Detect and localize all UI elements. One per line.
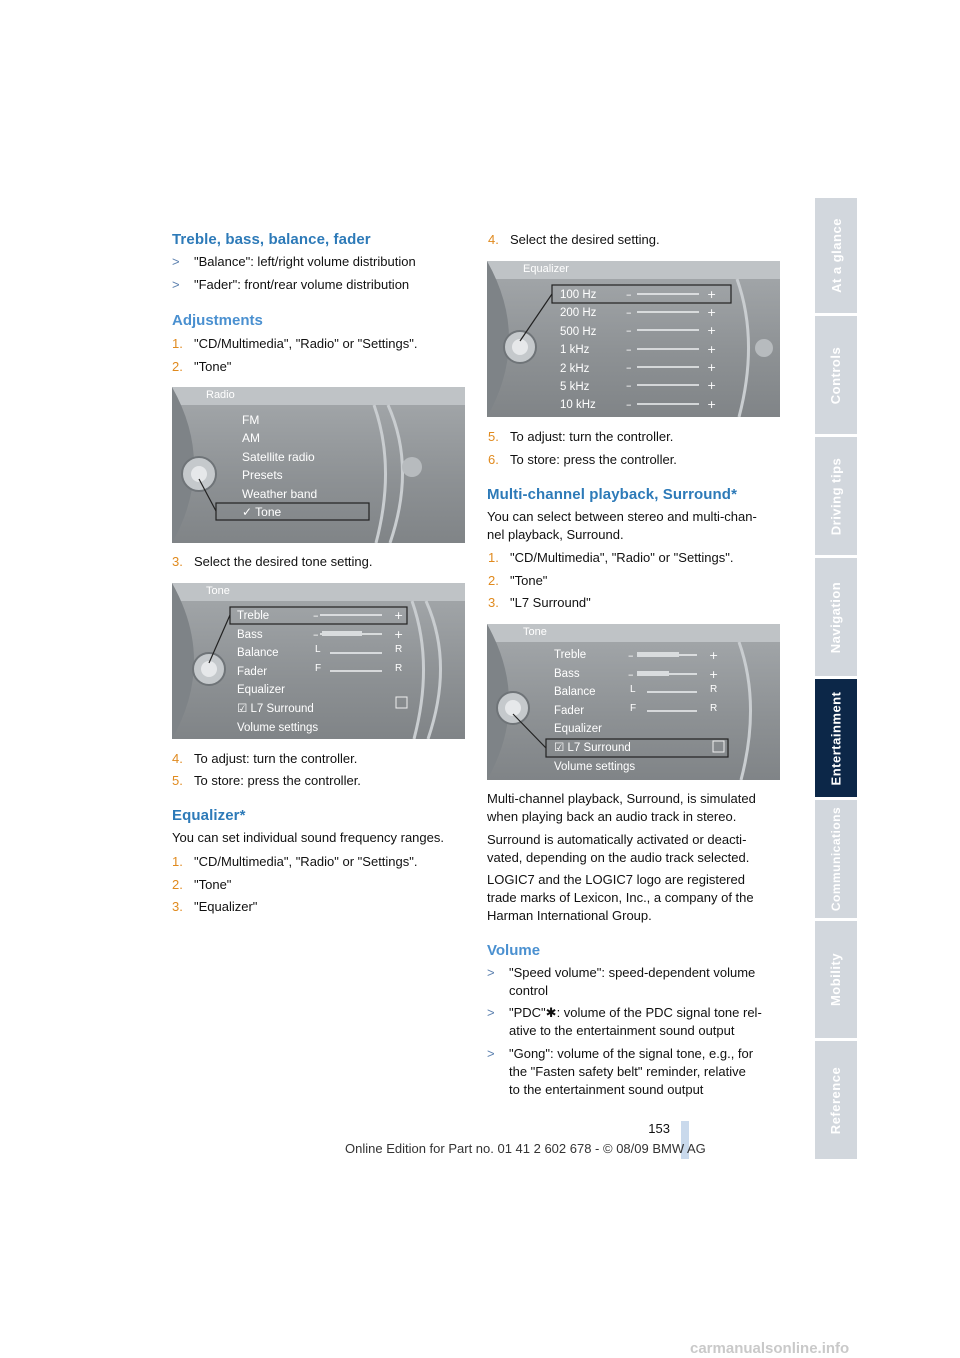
menu-item: ✓ Tone (242, 505, 282, 520)
menu-item: Bass (237, 628, 263, 641)
band-item: 2 kHz (560, 362, 590, 375)
step-item: 2. "Tone" (172, 877, 232, 892)
svg-text:–: – (626, 306, 632, 319)
paragraph-line: Surround is automatically activated or deacti- (487, 832, 747, 847)
paragraph-line: vated, depending on the audio track selected. (487, 850, 750, 865)
balance-right-label: R (395, 644, 403, 655)
svg-text:+: + (707, 288, 717, 301)
paragraph-line: You can select between stereo and multi-chan- (487, 509, 757, 524)
menu-item: ☑ L7 Surround (237, 702, 314, 715)
svg-text:+: + (707, 379, 717, 392)
menu-item: AM (242, 431, 260, 446)
menu-item: Bass (554, 667, 580, 680)
list-item: > "Gong": volume of the signal tone, e.g., for (487, 1046, 754, 1061)
fader-left-label: F (315, 663, 322, 674)
svg-text:+: + (707, 361, 717, 374)
tone-screen-title: Tone (523, 626, 547, 638)
paragraph-line: LOGIC7 and the LOGIC7 logo are registered (487, 872, 745, 887)
menu-item: Presets (242, 468, 283, 483)
step-item: 4. Select the desired setting. (488, 232, 660, 247)
radio-menu-screenshot (172, 387, 465, 543)
step-item: 4. To adjust: turn the controller. (172, 751, 358, 766)
step-item: 3. "L7 Surround" (488, 595, 591, 610)
side-tab-mobility[interactable]: Mobility (815, 921, 857, 1038)
list-item-continuation: to the entertainment sound output (509, 1082, 704, 1097)
svg-text:–: – (313, 628, 319, 641)
list-item: > "Fader": front/rear volume distribution (172, 277, 410, 292)
section-heading-multichannel: Multi-channel playback, Surround* (487, 486, 738, 503)
section-heading-equalizer: Equalizer* (172, 807, 246, 824)
bullet-icon: > (172, 277, 180, 292)
svg-text:–: – (626, 343, 632, 356)
step-item: 5. To adjust: turn the controller. (488, 429, 674, 444)
step-item: 3. Select the desired tone setting. (172, 554, 373, 569)
tone-menu-list (237, 607, 318, 737)
svg-text:+: + (707, 343, 717, 356)
svg-text:+: + (707, 324, 717, 337)
menu-item: Treble (554, 649, 587, 661)
paragraph-line: when playing back an audio track in stereo. (487, 809, 737, 824)
paragraph-line: Multi-channel playback, Surround, is simulated (487, 791, 756, 806)
equalizer-band-list (560, 286, 596, 415)
paragraph: You can set individual sound frequency ranges. (172, 830, 444, 845)
list-item: > "PDC"✱: volume of the PDC signal tone rel- (487, 1005, 762, 1020)
menu-item: Satellite radio (242, 449, 315, 464)
menu-item: Weather band (242, 486, 318, 501)
svg-text:–: – (626, 398, 632, 411)
tone-menu-screenshot (172, 583, 465, 739)
svg-text:+: + (394, 609, 404, 622)
step-item: 6. To store: press the controller. (488, 452, 677, 467)
bullet-icon: > (487, 1005, 495, 1020)
list-item: > "Speed volume": speed-dependent volume (487, 965, 756, 980)
footer-edition-text: Online Edition for Part no. 01 41 2 602 678 - © 08/09 BMW AG (345, 1141, 706, 1156)
svg-text:–: – (626, 288, 632, 301)
band-item: 100 Hz (560, 289, 597, 301)
paragraph-line: Harman International Group. (487, 908, 652, 923)
list-item: > "Balance": left/right volume distribution (172, 254, 416, 269)
svg-text:+: + (709, 668, 719, 681)
tone-menu-list (554, 646, 635, 776)
side-tab-driving-tips[interactable]: Driving tips (815, 437, 857, 555)
band-item: 1 kHz (560, 344, 590, 357)
menu-item: Fader (554, 704, 585, 717)
menu-item: Balance (237, 647, 279, 660)
menu-item: Volume settings (237, 721, 319, 734)
side-tab-reference[interactable]: Reference (815, 1041, 857, 1159)
radio-menu-list (242, 411, 317, 521)
watermark[interactable]: carmanualsonline.info (690, 1340, 850, 1357)
menu-item: Fader (237, 665, 268, 678)
bullet-icon: > (487, 965, 495, 980)
section-heading-adjustments: Adjustments (172, 312, 263, 329)
section-heading-volume: Volume (487, 942, 541, 959)
svg-text:–: – (626, 324, 632, 337)
band-item: 10 kHz (560, 399, 596, 412)
band-item: 500 Hz (560, 325, 597, 338)
paragraph-line: nel playback, Surround. (487, 527, 624, 542)
svg-text:–: – (626, 361, 632, 374)
band-item: 200 Hz (560, 307, 597, 320)
band-item: 5 kHz (560, 381, 590, 394)
fader-right-label: R (710, 703, 718, 714)
svg-text:–: – (628, 668, 634, 681)
balance-left-label: L (315, 644, 321, 655)
side-tab-navigation[interactable]: Navigation (815, 558, 857, 676)
page-number: 153 (648, 1121, 670, 1136)
svg-text:+: + (707, 398, 717, 411)
menu-item: Treble (237, 610, 270, 622)
list-item-continuation: the "Fasten safety belt" reminder, relative (509, 1064, 746, 1079)
list-item-continuation: ative to the entertainment sound output (509, 1023, 735, 1038)
fader-left-label: F (630, 703, 637, 714)
svg-text:+: + (709, 649, 719, 662)
step-item: 1. "CD/Multimedia", "Radio" or "Settings". (488, 550, 734, 565)
menu-item: Balance (554, 686, 596, 699)
tone-screen-title: Tone (206, 585, 230, 597)
bullet-icon: > (172, 254, 180, 269)
step-item: 1. "CD/Multimedia", "Radio" or "Settings". (172, 854, 418, 869)
svg-text:–: – (626, 379, 632, 392)
step-item: 2. "Tone" (172, 359, 232, 374)
fader-right-label: R (395, 663, 403, 674)
menu-item: FM (242, 413, 260, 427)
menu-item: Equalizer (554, 723, 602, 736)
side-tab-communications[interactable]: Communications (815, 800, 857, 918)
svg-text:+: + (707, 306, 717, 319)
tone-surround-screenshot (487, 624, 780, 780)
svg-text:–: – (313, 609, 319, 622)
side-tab-controls[interactable]: Controls (815, 316, 857, 434)
menu-item: ☑ L7 Surround (554, 741, 631, 754)
equalizer-screenshot (487, 261, 780, 417)
step-item: 5. To store: press the controller. (172, 773, 361, 788)
equalizer-screen-title: Equalizer (523, 263, 569, 275)
radio-screen-title: Radio (206, 389, 235, 401)
menu-item: Volume settings (554, 760, 636, 773)
step-item: 3. "Equalizer" (172, 899, 258, 914)
step-item: 1. "CD/Multimedia", "Radio" or "Settings". (172, 336, 418, 351)
balance-right-label: R (710, 684, 718, 695)
svg-text:+: + (394, 628, 404, 641)
list-item-continuation: control (509, 983, 549, 998)
paragraph-line: trade marks of Lexicon, Inc., a company of the (487, 890, 754, 905)
menu-item: Equalizer (237, 684, 285, 697)
svg-text:–: – (628, 649, 634, 662)
side-tab-entertainment[interactable]: Entertainment (815, 679, 857, 797)
bullet-icon: > (487, 1046, 495, 1061)
section-heading-treble-bass: Treble, bass, balance, fader (172, 231, 371, 248)
balance-left-label: L (630, 684, 636, 695)
step-item: 2. "Tone" (488, 573, 548, 588)
side-tab-at-a-glance[interactable]: At a glance (815, 198, 857, 313)
